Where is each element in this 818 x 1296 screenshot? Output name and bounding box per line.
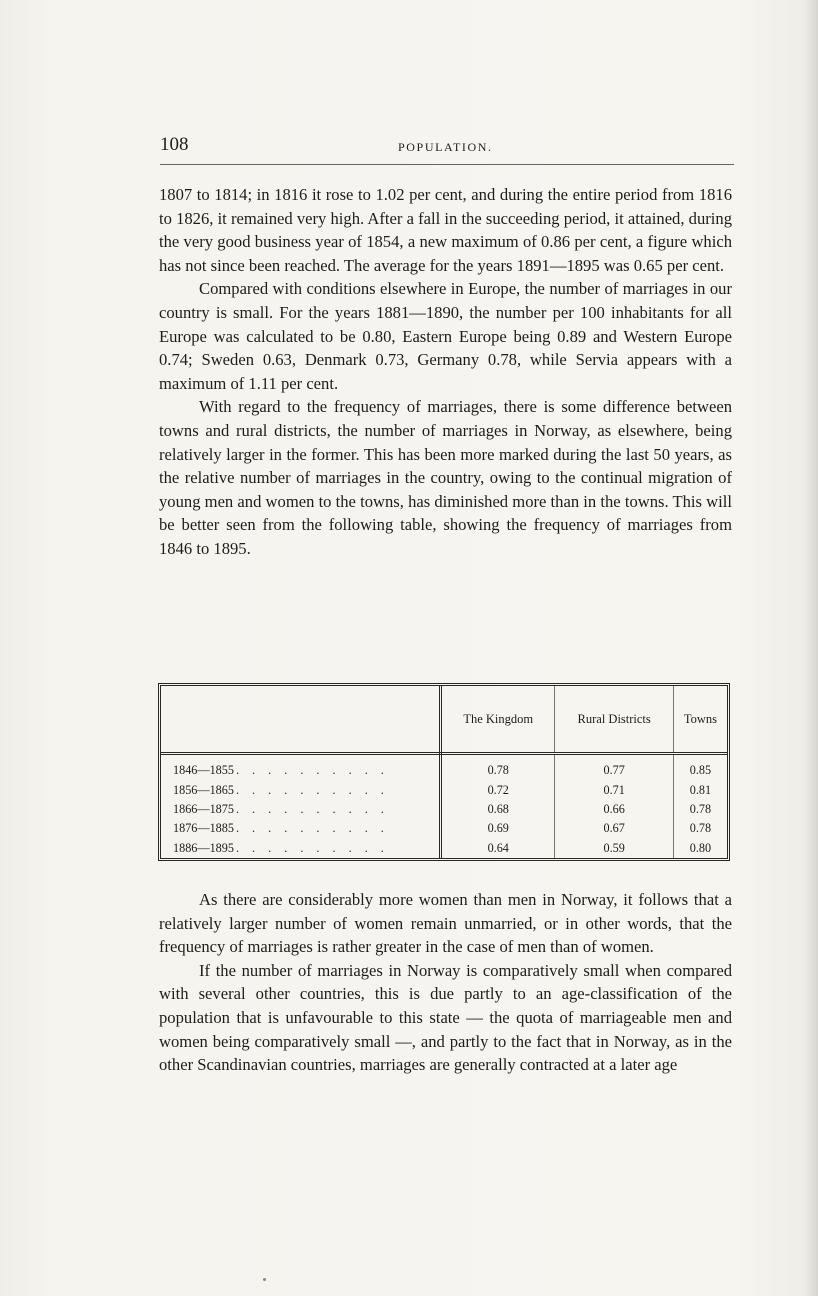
dot-leader: . . . . . . . . . .	[235, 840, 389, 855]
cell-rural: 0.66	[555, 800, 673, 819]
cell-kingdom: 0.68	[487, 802, 509, 817]
running-head: POPULATION.	[398, 140, 493, 154]
dot-leader: . . . . . . . . . .	[235, 763, 389, 778]
column-header-kingdom: The Kingdom	[441, 686, 555, 754]
body-text-upper	[159, 183, 732, 561]
dot-leader: . . . . . . . . . .	[235, 821, 389, 836]
cell-kingdom: 0.69	[487, 821, 509, 836]
table-row	[161, 800, 727, 819]
cell-towns: 0.78	[673, 800, 727, 819]
cell-rural: 0.67	[555, 819, 673, 838]
paragraph: Compared with conditions elsewhere in Europe, the number of marriages in our country is small. For the years 1881—1890, the number per 100 inhabitants for all Europe was calculated to be 0.80, Eastern Europe being 0.89 and Western Europe 0.74; Sweden 0.63, Denmark 0.73, Germany 0.78, while Servia appears with a maximum of 1.11 per cent.	[159, 279, 732, 393]
row-period: 1856—1865 . . . . . . . . . .	[161, 781, 441, 800]
table-row	[161, 819, 727, 838]
paragraph: With regard to the frequency of marriages, there is some difference between towns and rural districts, the number of marriages in Norway, as elsewhere, being relatively larger in the former. This has been more marked during the last 50 years, as the relative number of marriages in the country, owing to the continual migration of young men and women to the towns, has diminished more than in the towns. This will be better seen from the following table, showing the frequency of marriages from 1846 to 1895.	[159, 397, 732, 558]
paragraph: As there are considerably more women than men in Norway, it follows that a relatively larger number of women remain unmarried, or in other words, that the frequency of marriages is rather greater in the case of men than of women.	[159, 890, 732, 957]
cell-towns: 0.85	[673, 754, 727, 781]
cell-rural: 0.77	[555, 754, 673, 781]
stub-header	[161, 686, 441, 754]
dot-leader: . . . . . . . . . .	[235, 782, 389, 797]
column-header-towns: Towns	[673, 686, 727, 754]
table-row	[161, 839, 727, 858]
column-header-rural: Rural Districts	[555, 686, 673, 754]
row-period: 1886—1895 . . . . . . . . . .	[161, 839, 441, 858]
dot-leader: . . . . . . . . . .	[235, 802, 389, 817]
body-text-lower	[159, 888, 732, 1077]
data-table	[161, 686, 727, 858]
cell-kingdom: 0.64	[487, 840, 509, 855]
page-number: 108	[160, 134, 189, 155]
row-period: 1876—1885 . . . . . . . . . .	[161, 819, 441, 838]
row-period: 1846—1855 . . . . . . . . . .	[161, 754, 441, 781]
page-edge-shadow	[804, 0, 818, 1296]
paragraph: If the number of marriages in Norway is comparatively small when compared with several other countries, this is due partly to an age-classification of the population that is unfavourable to this state — the quota of marriageable men and women being comparatively small —, and partly to the fact that in Norway, as in the other Scandinavian countries, marriages are generally contracted at a later age	[159, 960, 732, 1075]
paragraph: 1807 to 1814; in 1816 it rose to 1.02 per cent, and during the entire period from 1816 to 1826, it remained very high. After a fall in the succeeding period, it attained, during the very good business year of 1854, a new maximum of 0.86 per cent, a figure which has not since been reached. The average for the years 1891—1895 was 0.65 per cent.	[159, 185, 732, 275]
table-header-row	[161, 686, 727, 754]
row-period: 1866—1875 . . . . . . . . . .	[161, 800, 441, 819]
cell-towns: 0.80	[673, 839, 727, 858]
table-row	[161, 754, 727, 781]
cell-rural: 0.59	[555, 839, 673, 858]
paper-speck	[263, 1278, 266, 1281]
cell-towns: 0.81	[673, 781, 727, 800]
cell-towns: 0.78	[673, 819, 727, 838]
table-row	[161, 781, 727, 800]
cell-kingdom: 0.72	[487, 782, 509, 797]
page-header	[160, 134, 734, 165]
cell-kingdom: 0.78	[487, 763, 509, 778]
cell-rural: 0.71	[555, 781, 673, 800]
marriage-frequency-table	[158, 683, 730, 861]
